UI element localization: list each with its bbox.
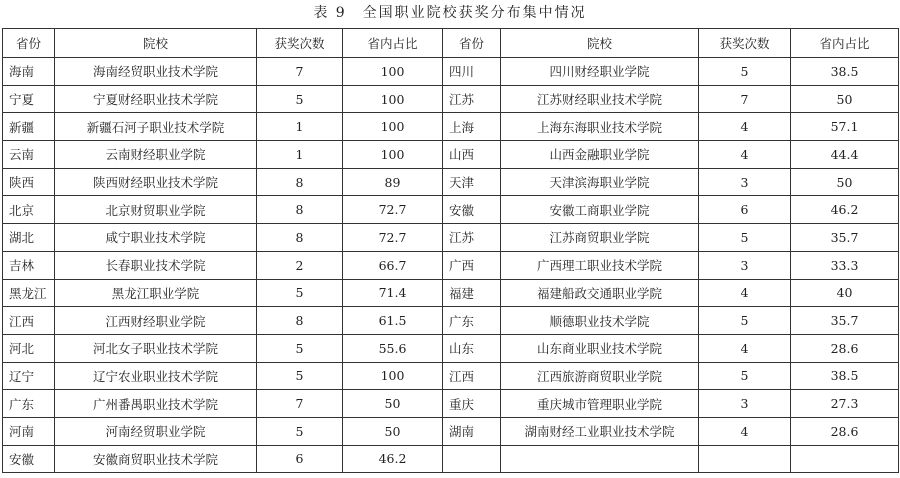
right-share-cell: 35.7 (791, 224, 899, 252)
right-award-count-cell: 5 (699, 224, 791, 252)
left-college-cell: 广州番禺职业技术学院 (55, 390, 257, 418)
left-award-count-cell: 5 (257, 85, 343, 113)
left-share-cell: 100 (343, 362, 443, 390)
right-award-count-cell: 4 (699, 113, 791, 141)
table-row (3, 279, 899, 307)
right-province-cell: 广东 (443, 307, 501, 335)
right-province-cell: 四川 (443, 58, 501, 86)
header-college: 院校 (501, 29, 699, 58)
left-share-cell: 46.2 (343, 445, 443, 473)
right-award-count-cell: 3 (699, 168, 791, 196)
left-award-count-cell: 5 (257, 417, 343, 445)
left-share-cell: 55.6 (343, 334, 443, 362)
right-award-count-cell: 4 (699, 334, 791, 362)
right-college-cell (501, 445, 699, 473)
table-row (3, 251, 899, 279)
table-body (3, 58, 899, 473)
header-college: 院校 (55, 29, 257, 58)
right-college-cell: 江苏商贸职业学院 (501, 224, 699, 252)
table-row (3, 362, 899, 390)
left-share-cell: 89 (343, 168, 443, 196)
left-share-cell: 100 (343, 58, 443, 86)
left-share-cell: 100 (343, 113, 443, 141)
left-province-cell: 安徽 (3, 445, 55, 473)
header-row (3, 29, 899, 58)
table-row (3, 445, 899, 473)
left-award-count-cell: 8 (257, 196, 343, 224)
right-province-cell: 江苏 (443, 85, 501, 113)
right-college-cell: 广西理工职业技术学院 (501, 251, 699, 279)
right-college-cell: 江苏财经职业技术学院 (501, 85, 699, 113)
right-province-cell: 山西 (443, 141, 501, 169)
right-share-cell: 28.6 (791, 417, 899, 445)
left-province-cell: 吉林 (3, 251, 55, 279)
left-college-cell: 河北女子职业技术学院 (55, 334, 257, 362)
left-college-cell: 云南财经职业学院 (55, 141, 257, 169)
right-province-cell: 重庆 (443, 390, 501, 418)
right-province-cell: 江苏 (443, 224, 501, 252)
left-share-cell: 50 (343, 417, 443, 445)
table-row (3, 196, 899, 224)
header-share: 省内占比 (791, 29, 899, 58)
left-award-count-cell: 5 (257, 279, 343, 307)
left-province-cell: 云南 (3, 141, 55, 169)
right-college-cell: 安徽工商职业学院 (501, 196, 699, 224)
right-share-cell: 35.7 (791, 307, 899, 335)
right-share-cell: 50 (791, 168, 899, 196)
right-share-cell: 57.1 (791, 113, 899, 141)
header-award-count: 获奖次数 (257, 29, 343, 58)
right-province-cell (443, 445, 501, 473)
right-share-cell (791, 445, 899, 473)
left-award-count-cell: 6 (257, 445, 343, 473)
left-college-cell: 咸宁职业技术学院 (55, 224, 257, 252)
table-row (3, 85, 899, 113)
right-college-cell: 山东商业职业技术学院 (501, 334, 699, 362)
left-province-cell: 湖北 (3, 224, 55, 252)
left-share-cell: 100 (343, 85, 443, 113)
left-award-count-cell: 8 (257, 307, 343, 335)
left-province-cell: 河南 (3, 417, 55, 445)
table-title: 表 9 全国职业院校获奖分布集中情况 (313, 5, 587, 21)
left-province-cell: 海南 (3, 58, 55, 86)
right-share-cell: 38.5 (791, 362, 899, 390)
left-college-cell: 河南经贸职业学院 (55, 417, 257, 445)
right-province-cell: 安徽 (443, 196, 501, 224)
right-share-cell: 40 (791, 279, 899, 307)
left-province-cell: 北京 (3, 196, 55, 224)
table-row (3, 307, 899, 335)
right-province-cell: 山东 (443, 334, 501, 362)
table-row (3, 168, 899, 196)
right-college-cell: 山西金融职业学院 (501, 141, 699, 169)
right-college-cell: 顺德职业技术学院 (501, 307, 699, 335)
left-college-cell: 陕西财经职业技术学院 (55, 168, 257, 196)
right-province-cell: 福建 (443, 279, 501, 307)
header-province: 省份 (3, 29, 55, 58)
right-college-cell: 湖南财经工业职业技术学院 (501, 417, 699, 445)
table-row (3, 390, 899, 418)
left-college-cell: 安徽商贸职业技术学院 (55, 445, 257, 473)
right-award-count-cell: 6 (699, 196, 791, 224)
right-award-count-cell: 3 (699, 390, 791, 418)
left-province-cell: 黑龙江 (3, 279, 55, 307)
left-share-cell: 50 (343, 390, 443, 418)
right-college-cell: 江西旅游商贸职业学院 (501, 362, 699, 390)
right-award-count-cell: 4 (699, 417, 791, 445)
left-province-cell: 新疆 (3, 113, 55, 141)
right-award-count-cell: 3 (699, 251, 791, 279)
left-award-count-cell: 7 (257, 390, 343, 418)
left-province-cell: 广东 (3, 390, 55, 418)
header-award-count: 获奖次数 (699, 29, 791, 58)
right-share-cell: 46.2 (791, 196, 899, 224)
left-award-count-cell: 8 (257, 168, 343, 196)
right-province-cell: 上海 (443, 113, 501, 141)
left-province-cell: 江西 (3, 307, 55, 335)
left-province-cell: 陕西 (3, 168, 55, 196)
right-award-count-cell: 7 (699, 85, 791, 113)
right-award-count-cell (699, 445, 791, 473)
left-province-cell: 河北 (3, 334, 55, 362)
table-row (3, 113, 899, 141)
right-share-cell: 28.6 (791, 334, 899, 362)
left-award-count-cell: 1 (257, 141, 343, 169)
left-share-cell: 71.4 (343, 279, 443, 307)
right-award-count-cell: 4 (699, 141, 791, 169)
left-college-cell: 黑龙江职业学院 (55, 279, 257, 307)
left-college-cell: 新疆石河子职业技术学院 (55, 113, 257, 141)
table-row (3, 224, 899, 252)
right-award-count-cell: 5 (699, 58, 791, 86)
left-province-cell: 辽宁 (3, 362, 55, 390)
right-province-cell: 湖南 (443, 417, 501, 445)
left-share-cell: 72.7 (343, 196, 443, 224)
left-college-cell: 北京财贸职业学院 (55, 196, 257, 224)
right-award-count-cell: 4 (699, 279, 791, 307)
right-college-cell: 四川财经职业学院 (501, 58, 699, 86)
right-college-cell: 福建船政交通职业学院 (501, 279, 699, 307)
right-share-cell: 44.4 (791, 141, 899, 169)
left-award-count-cell: 8 (257, 224, 343, 252)
left-award-count-cell: 7 (257, 58, 343, 86)
right-college-cell: 天津滨海职业学院 (501, 168, 699, 196)
table-row (3, 334, 899, 362)
right-province-cell: 天津 (443, 168, 501, 196)
right-college-cell: 上海东海职业技术学院 (501, 113, 699, 141)
left-share-cell: 72.7 (343, 224, 443, 252)
right-college-cell: 重庆城市管理职业学院 (501, 390, 699, 418)
left-college-cell: 长春职业技术学院 (55, 251, 257, 279)
left-province-cell: 宁夏 (3, 85, 55, 113)
table-row (3, 141, 899, 169)
header-share: 省内占比 (343, 29, 443, 58)
right-award-count-cell: 5 (699, 362, 791, 390)
header-province: 省份 (443, 29, 501, 58)
left-college-cell: 辽宁农业职业技术学院 (55, 362, 257, 390)
left-share-cell: 61.5 (343, 307, 443, 335)
right-province-cell: 江西 (443, 362, 501, 390)
table-row (3, 417, 899, 445)
left-college-cell: 江西财经职业学院 (55, 307, 257, 335)
right-share-cell: 38.5 (791, 58, 899, 86)
right-share-cell: 50 (791, 85, 899, 113)
left-college-cell: 海南经贸职业技术学院 (55, 58, 257, 86)
left-award-count-cell: 5 (257, 334, 343, 362)
table-row (3, 58, 899, 86)
left-award-count-cell: 5 (257, 362, 343, 390)
right-share-cell: 27.3 (791, 390, 899, 418)
left-college-cell: 宁夏财经职业技术学院 (55, 85, 257, 113)
right-award-count-cell: 5 (699, 307, 791, 335)
left-share-cell: 100 (343, 141, 443, 169)
awards-table (2, 28, 899, 473)
right-share-cell: 33.3 (791, 251, 899, 279)
left-share-cell: 66.7 (343, 251, 443, 279)
left-award-count-cell: 2 (257, 251, 343, 279)
right-province-cell: 广西 (443, 251, 501, 279)
left-award-count-cell: 1 (257, 113, 343, 141)
